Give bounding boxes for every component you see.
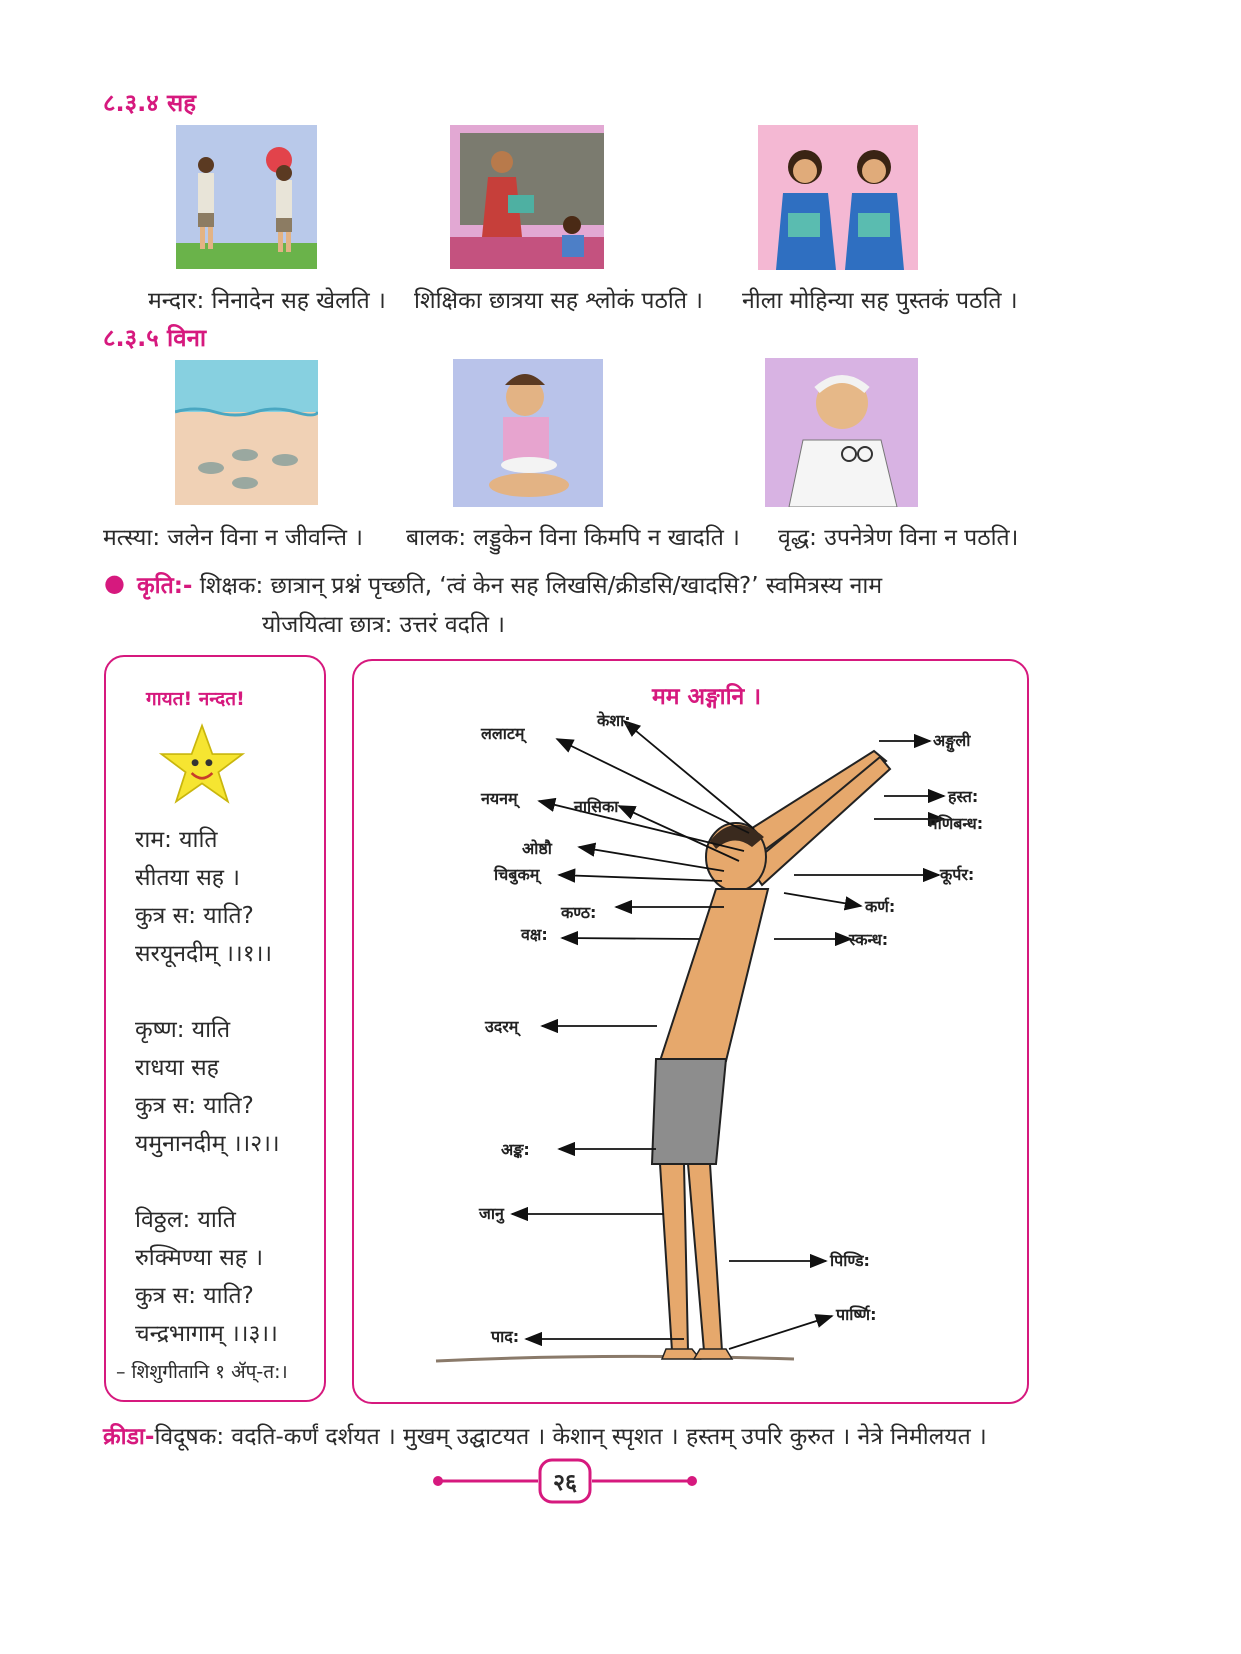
body-parts-title: मम अङ्गानि ।	[652, 684, 762, 710]
song-verse-1-line-1: राम: याति	[135, 827, 218, 853]
label-padah: पाद:	[491, 1327, 520, 1346]
label-kanthah: कण्ठ:	[561, 903, 597, 922]
song-verse-1-line-4: सरयूनदीम् ।।१।।	[135, 941, 273, 967]
label-udaram: उदरम्	[485, 1017, 519, 1036]
label-skandhah: स्कन्ध:	[849, 930, 889, 949]
label-chibukam: चिबुकम्	[494, 865, 540, 884]
label-keshah: केशा:	[597, 711, 631, 730]
caption-saha-2: शिक्षिका छात्रया सह श्लोकं पठति ।	[414, 288, 703, 314]
two-girls-reading-image	[758, 125, 918, 270]
game-text: विदूषक: वदति-कर्णं दर्शयत । मुखम् उद्घाटयत । केशान् स्पृशत । हस्तम् उपरि कुरुत । नेत्रे निमीलयत ।	[154, 1424, 987, 1450]
song-verse-3-line-3: कुत्र स: याति?	[135, 1283, 254, 1309]
label-janu: जानु	[479, 1204, 504, 1223]
body-parts-box	[352, 659, 1029, 1404]
label-karnah: कर्ण:	[865, 897, 896, 916]
song-source: – शिशुगीतानि १ ॲप्-त:।	[116, 1361, 288, 1383]
task-line-2: योजयित्वा छात्र: उत्तरं वदति ।	[262, 612, 505, 638]
label-parshnih: पार्ष्णि:	[836, 1305, 877, 1324]
label-manibandhah: मणिबन्ध:	[928, 814, 984, 833]
old-man-with-glasses-image	[765, 358, 918, 507]
page-number: २६	[553, 1470, 577, 1496]
label-oshthau: ओष्ठौ	[522, 839, 552, 858]
song-verse-2-line-4: यमुनानदीम् ।।२।।	[135, 1131, 280, 1157]
song-verse-1-line-2: सीतया सह ।	[135, 865, 241, 891]
song-verse-2-line-2: राधया सह	[135, 1055, 219, 1081]
caption-vina-2: बालक: लड्डुकेन विना किमपि न खादति ।	[406, 525, 740, 551]
task-text-1: शिक्षक: छात्रान् प्रश्नं पृच्छति, ‘त्वं केन सह लिखसि/क्रीडसि/खादसि?’ स्वमित्रस्य नाम	[199, 573, 883, 599]
task-bullet-icon: ●	[104, 569, 125, 597]
song-box	[104, 655, 326, 1402]
label-vakshah: वक्ष:	[521, 925, 548, 944]
body-parts-diagram	[354, 661, 1027, 1402]
section-vina-heading: ८.३.५ विना	[103, 324, 207, 352]
label-lalatam: ललाटम्	[481, 724, 525, 743]
game-label: क्रीडा-	[103, 1424, 155, 1450]
fish-without-water-image	[175, 360, 318, 505]
caption-vina-1: मत्स्या: जलेन विना न जीवन्ति ।	[103, 525, 363, 551]
song-verse-3-line-1: विठ्ठल: याति	[135, 1207, 236, 1233]
task-label: कृति:-	[137, 573, 193, 599]
task-line-1	[137, 568, 882, 600]
smiling-star-icon	[158, 723, 246, 805]
caption-saha-1: मन्दार: निनादेन सह खेलति ।	[148, 288, 386, 314]
boy-eating-laddu-image	[453, 359, 603, 507]
song-verse-3-line-2: रुक्मिण्या सह ।	[135, 1245, 264, 1271]
label-nayanam: नयनम्	[481, 789, 518, 808]
game-line	[103, 1419, 987, 1451]
label-kurparah: कूर्पर:	[940, 865, 975, 884]
song-verse-2-line-1: कृष्ण: याति	[135, 1017, 231, 1043]
song-verse-2-line-3: कुत्र स: याति?	[135, 1093, 254, 1119]
boys-playing-ball-image	[176, 125, 317, 269]
section-saha-heading: ८.३.४ सह	[103, 89, 196, 117]
label-hastah: हस्त:	[948, 787, 979, 806]
song-verse-3-line-4: चन्द्रभागाम् ।।३।।	[135, 1321, 278, 1347]
caption-saha-3: नीला मोहिन्या सह पुस्तकं पठति ।	[742, 288, 1018, 314]
label-anguli: अङ्गुली	[933, 731, 971, 750]
label-pindih: पिण्डि:	[830, 1251, 870, 1270]
label-ankah: अङ्क:	[501, 1140, 530, 1159]
teacher-and-student-image	[450, 125, 604, 269]
caption-vina-3: वृद्ध: उपनेत्रेण विना न पठति।	[778, 525, 1019, 551]
song-title: गायत! नन्दत!	[146, 688, 245, 710]
song-verse-1-line-3: कुत्र स: याति?	[135, 903, 254, 929]
label-nasika: नासिका	[574, 797, 619, 816]
